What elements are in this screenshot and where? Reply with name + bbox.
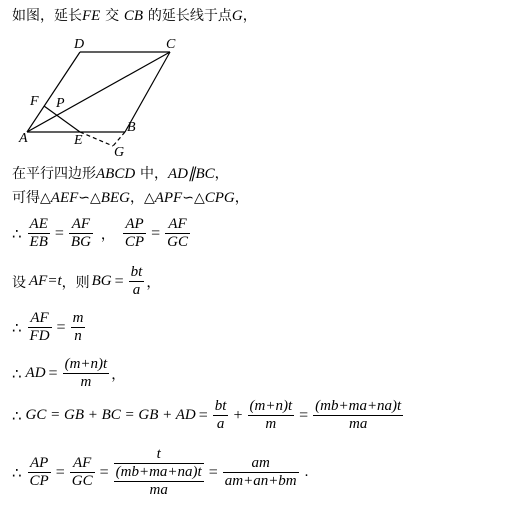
therefore-symbol: ∴: [12, 463, 22, 482]
denominator: m: [80, 374, 92, 390]
gc-expression: GC = GB + BC = GB + AD: [25, 407, 196, 423]
similar-sign-2: ∽△: [182, 190, 205, 206]
fraction-af-fd: [28, 310, 52, 345]
assign-af: AF=t: [29, 273, 62, 289]
fraction-af-gc: [165, 216, 190, 251]
denominator: am+an+bm: [224, 473, 297, 489]
inner-numerator: (mb+ma+na)t: [115, 464, 202, 480]
therefore-symbol: ∴: [12, 406, 22, 425]
diagonal-ac: [27, 52, 170, 132]
label-f: F: [30, 94, 39, 109]
label-b: B: [127, 120, 136, 135]
line4-pre: 设: [12, 274, 26, 291]
numerator: (mb+ma+na)t: [315, 398, 402, 414]
numerator: bt: [214, 398, 227, 414]
problem-intro: 如图，延长: [12, 8, 82, 24]
label-d: D: [74, 37, 85, 52]
numerator: AP: [125, 216, 144, 232]
denominator: a: [132, 282, 141, 298]
extension-eg: [80, 132, 113, 146]
numerator: bt: [130, 264, 143, 280]
line2-pre: 可得△: [12, 190, 51, 206]
edge-da: [27, 52, 80, 132]
therefore-symbol: ∴: [12, 318, 22, 337]
fraction-af-gc: [70, 455, 95, 490]
numerator: t: [156, 446, 161, 462]
denominator: FD: [29, 328, 50, 344]
denominator: GC: [71, 473, 93, 489]
line1-end: ，: [214, 166, 229, 182]
denominator: CP: [29, 473, 49, 489]
bg-symbol: BG: [91, 273, 112, 289]
triangle-apf: APF: [154, 190, 183, 206]
problem-end: ，: [242, 8, 257, 24]
parallel-relation: AD∥BC: [167, 166, 215, 182]
numerator: AF: [168, 216, 187, 232]
label-a: A: [19, 131, 28, 146]
solution-line-4: 设 AF=t ，则 BG = $\frac{bt}{a}$ ，: [12, 264, 161, 298]
inner-denominator: ma: [149, 482, 168, 498]
fraction-mn-t-m: [63, 356, 110, 391]
fraction-bt-a: [129, 264, 145, 299]
solution-line-5: ∴ $\frac{AF}{FD}$ = $\frac{m}{n}$: [12, 310, 84, 344]
problem-mid2: 的延长线于点: [147, 8, 232, 24]
fraction-m-n: [71, 310, 86, 345]
denominator: CP: [124, 234, 145, 250]
numerator: AF: [30, 310, 49, 326]
solution-line-6: ∴ AD = $\frac{(m+n)t}{m}$ ，: [12, 356, 126, 390]
solution-line-3: ∴ $\frac{AE}{EB}$ = $\frac{AF}{BG}$ ， $\frac{AP}{CP}$ = $\frac{AF}{GC}$: [12, 216, 188, 250]
line4-end: ，: [146, 274, 161, 291]
segment-cb: CB: [123, 8, 144, 24]
solution-line-8: ∴ $\frac{AP}{CP}$ = $\frac{AF}{GC}$ = $\frac{t}{\frac{(mb+ma+na)t}{ma}}$ = $\frac{am}{am+an+bm}$ .: [12, 446, 309, 498]
line4-mid: ，则: [61, 274, 90, 291]
line8-end: .: [304, 464, 309, 480]
line6-end: ，: [111, 366, 126, 383]
numerator: AP: [29, 455, 49, 471]
denominator: ma: [349, 416, 368, 432]
label-g: G: [114, 145, 125, 160]
label-p: P: [56, 96, 65, 111]
triangle-cpg: CPG: [204, 190, 235, 206]
line2-end: ，: [234, 190, 249, 206]
abcd: ABCD: [96, 166, 136, 182]
fraction-ap-cp: [28, 455, 51, 490]
numerator: AE: [29, 216, 48, 232]
line3-sep: ，: [100, 226, 115, 243]
problem-mid1: 交: [105, 8, 120, 24]
fraction-complex: [114, 446, 204, 499]
numerator: m: [72, 310, 84, 326]
denominator: a: [216, 416, 225, 432]
similar-sign-1: ∽△: [78, 190, 101, 206]
fraction-bt-a: [213, 398, 229, 433]
triangle-aef: AEF: [50, 190, 79, 206]
label-e: E: [74, 133, 83, 148]
problem-statement: [12, 6, 257, 25]
denominator: n: [74, 328, 82, 344]
fraction-af-bg: [69, 216, 93, 251]
fraction-ap-cp: [123, 216, 146, 251]
line2-sep: ，△: [129, 190, 155, 206]
numerator: (m+n)t: [64, 356, 108, 372]
point-g: G: [231, 8, 243, 24]
fraction-ae-eb: [28, 216, 50, 251]
line1-pre: 在平行四边形: [12, 166, 96, 182]
denominator: BG: [70, 234, 91, 250]
line1-mid: 中，: [139, 166, 168, 182]
parallelogram-figure: [10, 32, 210, 162]
denominator: m: [265, 416, 277, 432]
solution-line-7: ∴ GC = GB + BC = GB + AD = $\frac{bt}{a}$ + $\frac{(m+n)t}{m}$ = $\frac{(mb+ma+na)t}{ma}$: [12, 398, 402, 432]
label-c: C: [166, 37, 176, 52]
numerator: am: [251, 455, 270, 471]
numerator: AF: [71, 216, 91, 232]
fraction-final: [223, 455, 299, 490]
extension-bg: [113, 132, 125, 146]
segment-fe: FE: [82, 8, 101, 24]
triangle-beg: BEG: [100, 190, 130, 206]
ad-symbol: AD: [25, 365, 46, 381]
denominator: EB: [29, 234, 48, 250]
fraction-mn-t-m: [248, 398, 295, 433]
nested-denominator: [114, 464, 204, 499]
solution-line-2: [12, 188, 249, 207]
fraction-gc-result: [313, 398, 403, 433]
therefore-symbol: ∴: [12, 224, 22, 243]
solution-line-1: [12, 164, 229, 183]
therefore-symbol: ∴: [12, 364, 22, 383]
denominator: GC: [167, 234, 188, 250]
numerator: (m+n)t: [249, 398, 293, 414]
numerator: AF: [73, 455, 92, 471]
